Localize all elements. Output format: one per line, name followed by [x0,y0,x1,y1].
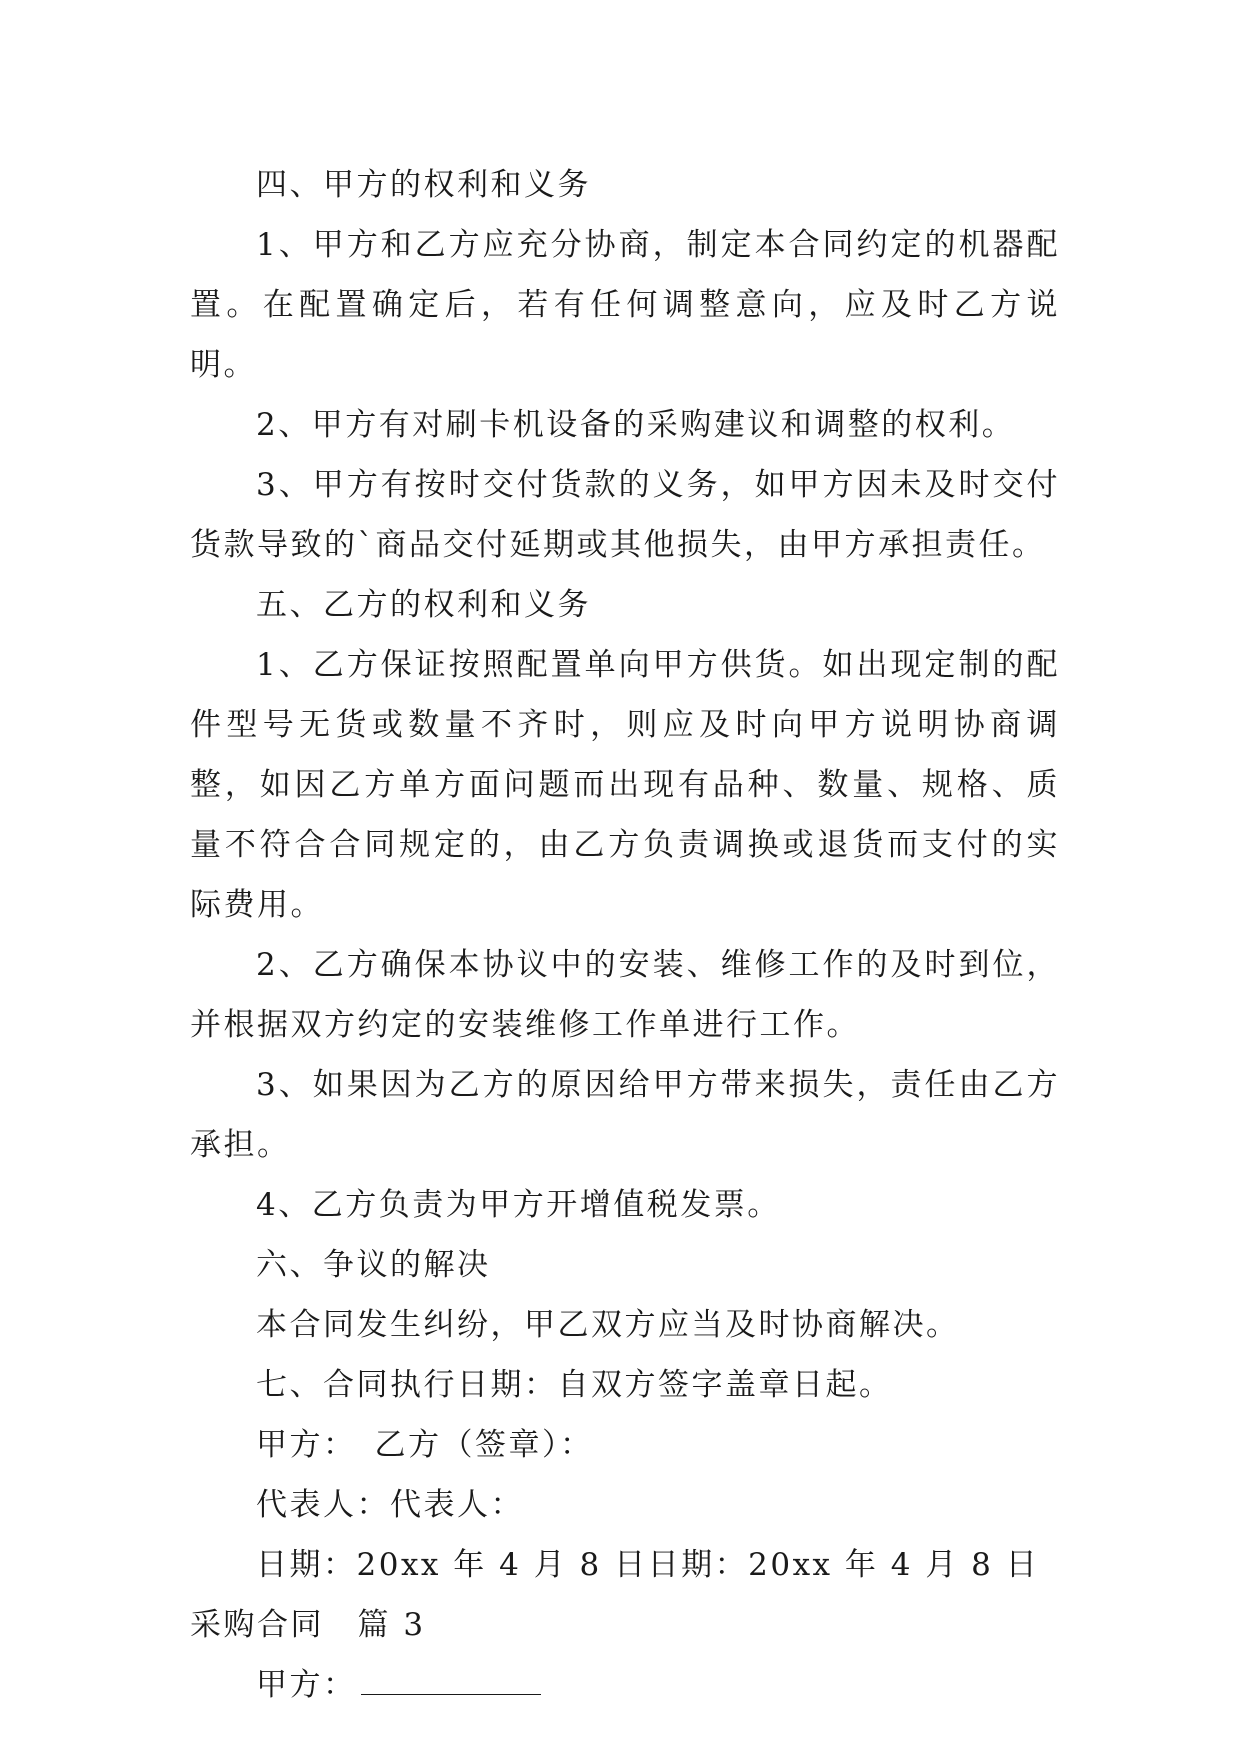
clause-b-1: 1、乙方保证按照配置单向甲方供货。如出现定制的配件型号无货或数量不齐时，则应及时向甲方说明协商调整，如因乙方单方面问题而出现有品种、数量、规格、质量不符合合同规定的，由乙方负责调换或退货而支付的实际费用。 [190,647,1060,923]
clause-a-2: 2、甲方有对刷卡机设备的采购建议和调整的权利。 [256,407,1016,443]
contract-body [190,155,1060,1715]
section-heading-party-b-rights: 五、乙方的权利和义务 [256,587,591,623]
section-title: 采购合同 篇 3 [190,1607,426,1643]
section-heading-party-a-rights: 四、甲方的权利和义务 [256,167,591,203]
section-heading-dispute: 六、争议的解决 [256,1247,491,1283]
execution-date-clause: 七、合同执行日期：自双方签字盖章日起。 [256,1367,893,1403]
party-a-label: 甲方： [256,1667,357,1703]
party-a-blank [361,1670,541,1695]
party-a-line [190,1655,1060,1715]
clause-b-4: 4、乙方负责为甲方开增值税发票。 [256,1187,781,1223]
signature-parties: 甲方： 乙方（签章）： [256,1427,594,1463]
signature-dates: 日期：20xx 年 4 月 8 日日期：20xx 年 4 月 8 日 [256,1547,1040,1583]
dispute-text: 本合同发生纠纷，甲乙双方应当及时协商解决。 [256,1307,960,1343]
clause-a-1: 1、甲方和乙方应充分协商，制定本合同约定的机器配置。在配置确定后，若有任何调整意向，应及时乙方说明。 [190,227,1060,383]
clause-b-2: 2、乙方确保本协议中的安装、维修工作的及时到位，并根据双方约定的安装维修工作单进行工作。 [190,947,1060,1043]
signature-representatives: 代表人：代表人： [256,1487,524,1523]
clause-b-3: 3、如果因为乙方的原因给甲方带来损失，责任由乙方承担。 [190,1067,1060,1163]
clause-a-3: 3、甲方有按时交付货款的义务，如甲方因未及时交付货款导致的`商品交付延期或其他损失，由甲方承担责任。 [190,467,1060,563]
